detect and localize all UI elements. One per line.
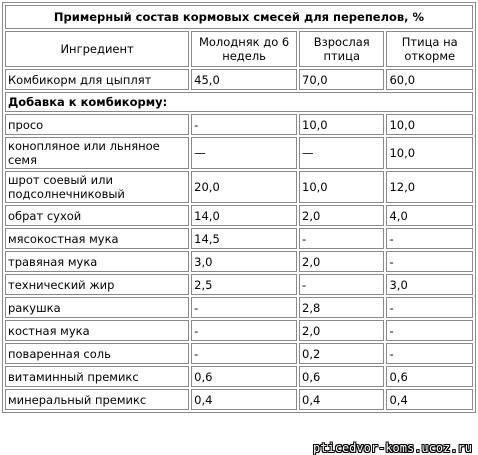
table-title: Примерный состав кормовых смесей для перепелов, % — [5, 5, 473, 29]
row-label: травяная мука — [5, 251, 189, 272]
row-label: ракушка — [5, 297, 189, 318]
table-row — [5, 297, 473, 318]
row-value-young: - — [191, 320, 297, 341]
row-value-young: — — [191, 137, 297, 169]
row-value-fattening: 0,4 — [386, 389, 473, 410]
row-value-young: - — [191, 297, 297, 318]
row-value-young: 20,0 — [191, 171, 297, 203]
row-value-fattening: 10,0 — [386, 114, 473, 135]
row-value-adult: 2,0 — [299, 251, 384, 272]
row-value-adult: 0,6 — [299, 366, 384, 387]
row-value-adult: 10,0 — [299, 171, 384, 203]
row-value-fattening: 0,6 — [386, 366, 473, 387]
row-label: Комбикорм для цыплят — [5, 69, 189, 90]
table-row — [5, 205, 473, 226]
row-value-adult: — — [299, 137, 384, 169]
row-value-fattening: - — [386, 343, 473, 364]
row-value-adult: 2,0 — [299, 320, 384, 341]
row-label: обрат сухой — [5, 205, 189, 226]
row-value-adult: 2,8 — [299, 297, 384, 318]
row-value-young: 0,6 — [191, 366, 297, 387]
row-value-fattening: - — [386, 251, 473, 272]
row-value-adult: 2,0 — [299, 205, 384, 226]
row-value-young: 2,5 — [191, 274, 297, 295]
table-row — [5, 114, 473, 135]
row-value-fattening: - — [386, 297, 473, 318]
row-label: костная мука — [5, 320, 189, 341]
row-value-fattening: 3,0 — [386, 274, 473, 295]
row-value-fattening: - — [386, 320, 473, 341]
row-value-adult: 0,4 — [299, 389, 384, 410]
table-row — [5, 171, 473, 203]
section-label: Добавка к комбикорму: — [5, 92, 473, 112]
table-row — [5, 343, 473, 364]
row-label: шрот соевый или подсолнечниковый — [5, 171, 189, 203]
feed-composition-table — [2, 2, 476, 413]
site-watermark: pticedvor-koms.ucoz.ru — [313, 441, 472, 455]
table-row — [5, 320, 473, 341]
table-row — [5, 389, 473, 410]
row-value-fattening: 10,0 — [386, 137, 473, 169]
row-value-fattening: - — [386, 228, 473, 249]
section-row — [5, 92, 473, 112]
row-label: технический жир — [5, 274, 189, 295]
table-row — [5, 69, 473, 90]
row-value-young: 14,5 — [191, 228, 297, 249]
row-value-young: - — [191, 343, 297, 364]
title-row — [5, 5, 473, 29]
row-label: витаминный премикс — [5, 366, 189, 387]
table-row — [5, 274, 473, 295]
header-row — [5, 31, 473, 67]
row-value-adult: 70,0 — [299, 69, 384, 90]
row-value-fattening: 12,0 — [386, 171, 473, 203]
table-row — [5, 228, 473, 249]
row-value-young: 3,0 — [191, 251, 297, 272]
header-adult: Взрослая птица — [299, 31, 384, 67]
row-value-fattening: 60,0 — [386, 69, 473, 90]
row-value-young: - — [191, 114, 297, 135]
row-value-adult: - — [299, 228, 384, 249]
row-label: просо — [5, 114, 189, 135]
row-value-fattening: 4,0 — [386, 205, 473, 226]
row-value-young: 14,0 — [191, 205, 297, 226]
row-value-young: 0,4 — [191, 389, 297, 410]
row-value-adult: 10,0 — [299, 114, 384, 135]
table-row — [5, 366, 473, 387]
table-row — [5, 251, 473, 272]
header-ingredient: Ингредиент — [5, 31, 189, 67]
row-label: конопляное или льняное семя — [5, 137, 189, 169]
row-value-young: 45,0 — [191, 69, 297, 90]
header-fattening: Птица на откорме — [386, 31, 473, 67]
row-value-adult: 0,2 — [299, 343, 384, 364]
table-row — [5, 137, 473, 169]
header-young: Молодняк до 6 недель — [191, 31, 297, 67]
row-label: минеральный премикс — [5, 389, 189, 410]
row-label: поваренная соль — [5, 343, 189, 364]
row-value-adult: - — [299, 274, 384, 295]
row-label: мясокостная мука — [5, 228, 189, 249]
